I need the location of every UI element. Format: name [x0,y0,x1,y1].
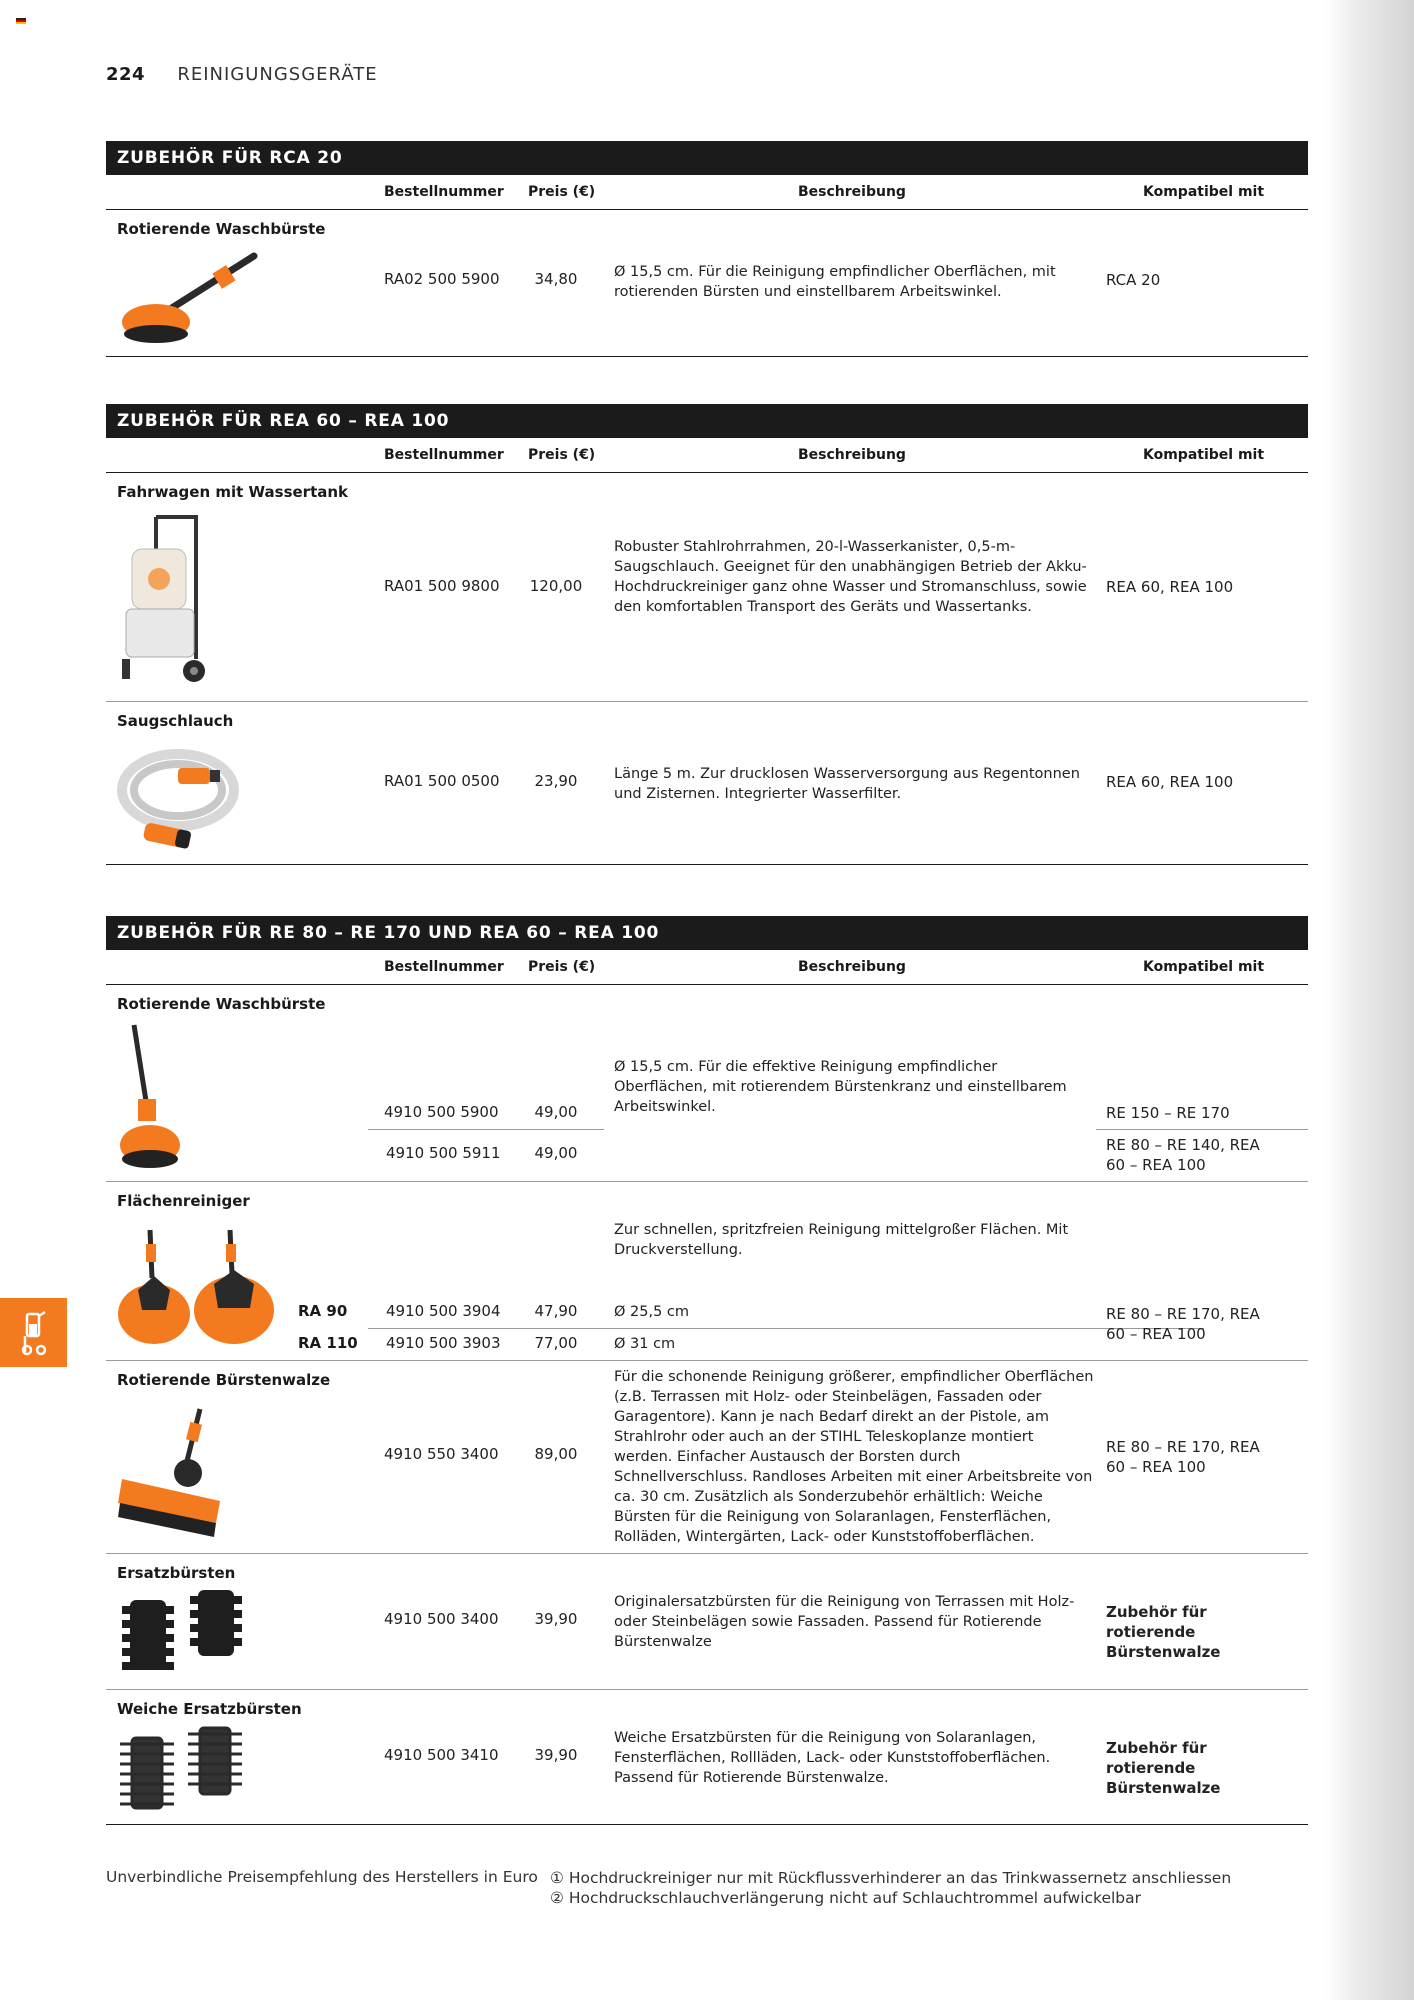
col-desc: Beschreibung [798,184,906,200]
category-tab[interactable] [0,1298,67,1367]
trolley-icon [116,509,216,689]
product-name: Rotierende Waschbürste [117,995,326,1013]
description: Weiche Ersatzbürsten für die Reinigung von Solaranlagen, Fensterflächen, Rollläden, Lack- oder Kunststoffoberflächen. Passend für Rotierende Bürstenwalze. [614,1730,1051,1786]
section-rea60-rea100 [106,404,1308,865]
description: Länge 5 m. Zur drucklosen Wasserversorgung aus Regentonnen und Zisternen. Integrierter Wasserfilter. [614,766,1080,802]
surface-cleaner-icon [116,1226,278,1352]
compatible-with: RE 150 – RE 170 [1106,1104,1230,1122]
brush-roller-icon [116,1405,246,1541]
column-header [106,950,1308,985]
soft-brushes-icon [116,1722,256,1816]
variant-divider [368,1328,1204,1329]
footer-notes [550,1868,1231,1908]
price: 89,00 [534,1445,578,1463]
col-compat: Kompatibel mit [1143,447,1265,463]
table-row [106,210,1308,357]
col-price: Preis (€) [528,184,596,200]
col-compat: Kompatibel mit [1143,959,1265,975]
price: 47,90 [534,1302,578,1320]
col-order: Bestellnummer [384,184,504,200]
order-number: 4910 500 5911 [386,1144,501,1162]
table-row [106,1361,1308,1554]
order-number: RA01 500 9800 [384,577,500,595]
order-number: 4910 500 3903 [386,1334,501,1352]
section-re80-re170-rea60-rea100 [106,916,1308,1825]
col-desc: Beschreibung [798,447,906,463]
variant-label: RA 90 [298,1302,348,1320]
page-header [106,64,378,85]
column-header [106,175,1308,210]
compatible-with: RE 80 – RE 170, REA 60 – REA 100 [1106,1305,1260,1343]
compatible-with: RE 80 – RE 140, REA 60 – REA 100 [1106,1136,1260,1174]
compatible-with: Zubehör für rotierende Bürstenwalze [1106,1603,1221,1661]
price: 49,00 [534,1103,578,1121]
price: 49,00 [534,1144,578,1162]
product-name: Weiche Ersatzbürsten [117,1700,302,1718]
description: Robuster Stahlrohrrahmen, 20-l-Wasserkanister, 0,5-m-Saugschlauch. Geeignet für den unabhängigen Betrieb der Akku-Hochdruckreiniger ganz ohne Wasser und Stromanschluss, sowie den komfortablen Transport des Geräts und Wassertanks. [614,539,1087,615]
variant-divider [1096,1129,1308,1130]
description: Zur schnellen, spritzfreien Reinigung mittelgroßer Flächen. Mit Druckverstellung. [614,1222,1069,1258]
product-name: Rotierende Waschbürste [117,220,326,238]
footnote-1: ① Hochdruckreiniger nur mit Rückflussverhinderer an das Trinkwassernetz anschliessen [550,1869,1232,1887]
variant-description: Ø 31 cm [614,1336,676,1352]
product-name: Ersatzbürsten [117,1564,236,1582]
product-name: Rotierende Bürstenwalze [117,1371,331,1389]
pressure-washer-icon [19,1310,49,1356]
table-row [106,985,1308,1182]
order-number: 4910 550 3400 [384,1445,499,1463]
description: Ø 15,5 cm. Für die effektive Reinigung empfindlicher Oberflächen, mit rotierendem Bürstenkranz und einstellbarem Arbeitswinkel. [614,1059,1067,1115]
compatible-with: RE 80 – RE 170, REA 60 – REA 100 [1106,1438,1260,1476]
section-bar: ZUBEHÖR FÜR REA 60 – REA 100 [106,404,1308,438]
page-edge-shadow [1324,0,1414,2000]
compatible-with: Zubehör für rotierende Bürstenwalze [1106,1739,1221,1797]
footer-price-note: Unverbindliche Preisempfehlung des Herstellers in Euro [106,1868,538,1886]
table-row [106,1554,1308,1690]
order-number: 4910 500 3904 [386,1302,501,1320]
variant-label: RA 110 [298,1334,358,1352]
table-row [106,473,1308,702]
hose-icon [116,738,246,854]
description: Ø 15,5 cm. Für die Reinigung empfindlicher Oberflächen, mit rotierenden Bürsten und einstellbarem Arbeitswinkel. [614,264,1056,300]
description: Für die schonende Reinigung größerer, empfindlicher Oberflächen (z.B. Terrassen mit Holz- oder Steinbelägen, Fassaden oder Garagentore). Kann je nach Bedarf direkt an der Pistole, am Strahlrohr oder auch an der STIHL Teleskoplanze montiert werden. Einfacher Austausch der Borsten durch Schnellverschluss. Randloses Arbeiten mit einer Arbeitsbreite von ca. 30 cm. Zusätzlich als Sonderzubehör erhältlich: Weiche Bürsten für die Reinigung von Solaranlagen, Fensterflächen, Rolläden, Wintergärten, Lack- oder Kunststoffoberflächen. [614,1369,1094,1545]
col-price: Preis (€) [528,959,596,975]
rotating-brush-icon [116,1021,186,1177]
price: 23,90 [534,772,578,790]
table-row [106,1690,1308,1825]
order-number: 4910 500 5900 [384,1103,499,1121]
section-rca20 [106,141,1308,357]
section-bar: ZUBEHÖR FÜR RE 80 – RE 170 UND REA 60 – REA 100 [106,916,1308,950]
col-compat: Kompatibel mit [1143,184,1265,200]
product-name: Fahrwagen mit Wassertank [117,483,349,501]
spare-brushes-icon [116,1586,256,1680]
variant-divider [368,1129,604,1130]
product-name: Flächenreiniger [117,1192,250,1210]
description: Originalersatzbürsten für die Reinigung von Terrassen mit Holz- oder Steinbelägen sowie Fassaden. Passend für Rotierende Bürstenwalze [614,1594,1075,1650]
col-order: Bestellnummer [384,959,504,975]
order-number: 4910 500 3410 [384,1746,499,1764]
rotating-brush-icon [116,246,266,350]
section-title: REINIGUNGSGERÄTE [177,64,378,85]
variant-description: Ø 25,5 cm [614,1304,690,1320]
table-row [106,702,1308,865]
compatible-with: REA 60, REA 100 [1106,773,1234,791]
price: 34,80 [534,270,578,288]
order-number: RA02 500 5900 [384,270,500,288]
compatible-with: RCA 20 [1106,271,1161,289]
table-row [106,1182,1308,1361]
section-bar: ZUBEHÖR FÜR RCA 20 [106,141,1308,175]
col-order: Bestellnummer [384,447,504,463]
page-number: 224 [106,64,146,85]
compatible-with: REA 60, REA 100 [1106,578,1234,596]
col-price: Preis (€) [528,447,596,463]
order-number: RA01 500 0500 [384,772,500,790]
footnote-2: ② Hochdruckschlauchverlängerung nicht auf Schlauchtrommel aufwickelbar [550,1889,1141,1907]
col-desc: Beschreibung [798,959,906,975]
product-name: Saugschlauch [117,712,234,730]
price: 77,00 [534,1334,578,1352]
order-number: 4910 500 3400 [384,1610,499,1628]
language-flag-icon [16,18,26,24]
price: 120,00 [529,577,583,595]
price: 39,90 [534,1610,578,1628]
price: 39,90 [534,1746,578,1764]
column-header [106,438,1308,473]
